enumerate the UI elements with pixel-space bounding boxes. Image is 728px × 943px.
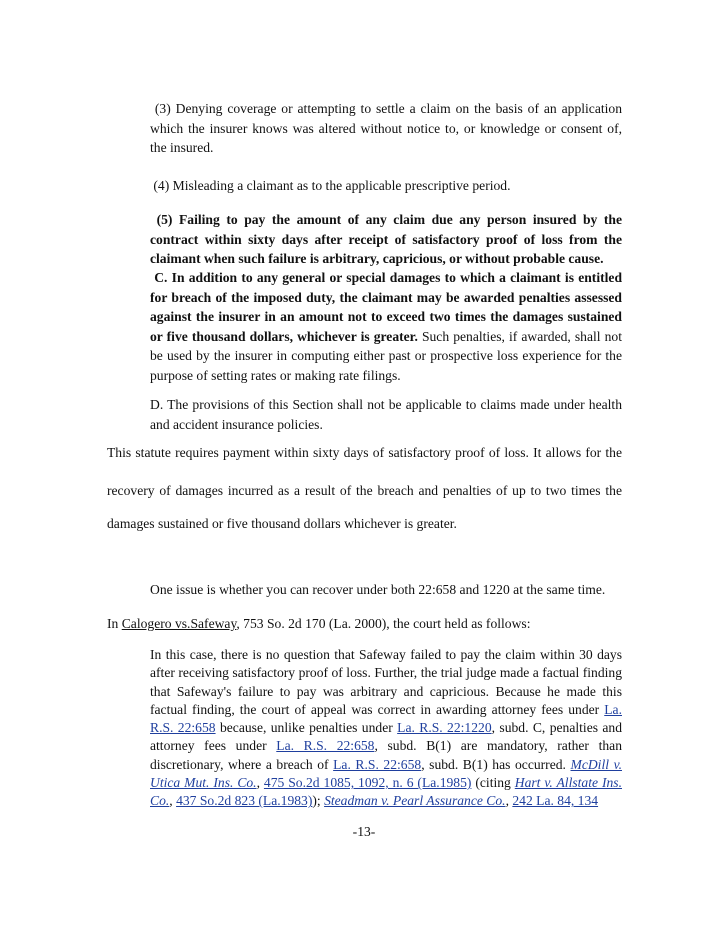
court-quote <box>150 646 622 811</box>
quote-text: , <box>505 793 513 809</box>
reporter-link[interactable]: 475 So.2d 1085, 1092, n. 6 (La.1985) <box>263 775 472 791</box>
quote-text: ); <box>312 793 325 809</box>
statute-link[interactable]: La. R.S. 22:658 <box>150 701 622 736</box>
body-line: damages sustained or five thousand dollars whichever is greater. <box>107 516 457 531</box>
text: In <box>107 616 122 631</box>
quote-text: , <box>169 793 177 809</box>
quote-text: , subd. C, penalties and attorney fees under <box>150 720 623 754</box>
quote-text: (citing <box>471 775 515 791</box>
reporter-link[interactable]: 242 La. 84, 134 <box>512 793 599 809</box>
case-intro-line <box>107 614 622 633</box>
case-link[interactable]: Steadman v. Pearl Assurance Co. <box>324 793 506 809</box>
paragraph-text: D. The provisions of this Section shall not be applicable to claims made under health and accident insurance policies. <box>150 397 622 432</box>
case-citation: Calogero vs.Safeway <box>121 616 237 631</box>
body-line: recovery of damages incurred as a result of the breach and penalties of up to two times the <box>107 483 622 498</box>
quote-text: , subd. B(1) has occurred. <box>421 756 571 772</box>
case-link[interactable]: McDill v. Utica Mut. Ins. Co. <box>150 756 622 791</box>
text: , 753 So. 2d 170 (La. 2000), the court held as follows: <box>236 616 531 631</box>
body-line: One issue is whether you can recover under both 22:658 and 1220 at the same time. <box>150 582 606 597</box>
statute-paragraph-3 <box>150 99 622 158</box>
statute-paragraph-5 <box>150 210 622 269</box>
paragraph-text: (5) Failing to pay the amount of any claim due any person insured by the contract within sixty days after receipt of satisfactory proof of loss from the claimant when such failure is arbitrary, capricious, or without probable cause. <box>150 212 622 267</box>
statute-link[interactable]: La. R.S. 22:1220 <box>397 720 492 736</box>
statute-link[interactable]: La. R.S. 22:658 <box>276 738 375 754</box>
quote-text: In this case, there is no question that Safeway failed to pay the claim within 30 days after receiving satisfactory proof of loss. Further, the trial judge made a factual finding that Safeway's failure to pay was arbitrary and capricious. Because he made this factual finding, the court of appeal was correct in awarding attorney fees under <box>150 647 622 717</box>
paragraph-text: (4) Misleading a claimant as to the applicable prescriptive period. <box>153 178 511 193</box>
quote-text: because, unlike penalties under <box>215 720 398 736</box>
reporter-link[interactable]: 437 So.2d 823 (La.1983) <box>176 793 313 809</box>
quote-text: , subd. B(1) are mandatory, rather than discretionary, where a breach of <box>150 738 622 772</box>
statute-paragraph-d <box>150 395 622 434</box>
paragraph-bold-text: C. In addition to any general or special damages to which a claimant is entitled for breach of the imposed duty, the claimant may be awarded penalties assessed against the insurer in an amount not to exceed two times the damages sustained or five thousand dollars, whichever is greater. <box>150 270 623 344</box>
quote-text: , <box>256 775 264 791</box>
statute-link[interactable]: La. R.S. 22:658 <box>333 756 422 772</box>
page-number: -13- <box>352 824 376 839</box>
body-line: This statute requires payment within sixty days of satisfactory proof of loss. It allows for the <box>107 445 622 460</box>
paragraph-text: Such penalties, if awarded, shall not be used by the insurer in computing either past or prospective loss experience for the purpose of setting rates or making rate filings. <box>150 328 622 383</box>
statute-paragraph-4 <box>150 176 622 196</box>
paragraph-text: (3) Denying coverage or attempting to settle a claim on the basis of an application which the insurer knows was altered without notice to, or knowledge or consent of, the insured. <box>150 101 623 156</box>
statute-paragraph-c <box>150 268 622 386</box>
case-link[interactable]: Hart v. Allstate Ins. Co. <box>150 775 622 809</box>
